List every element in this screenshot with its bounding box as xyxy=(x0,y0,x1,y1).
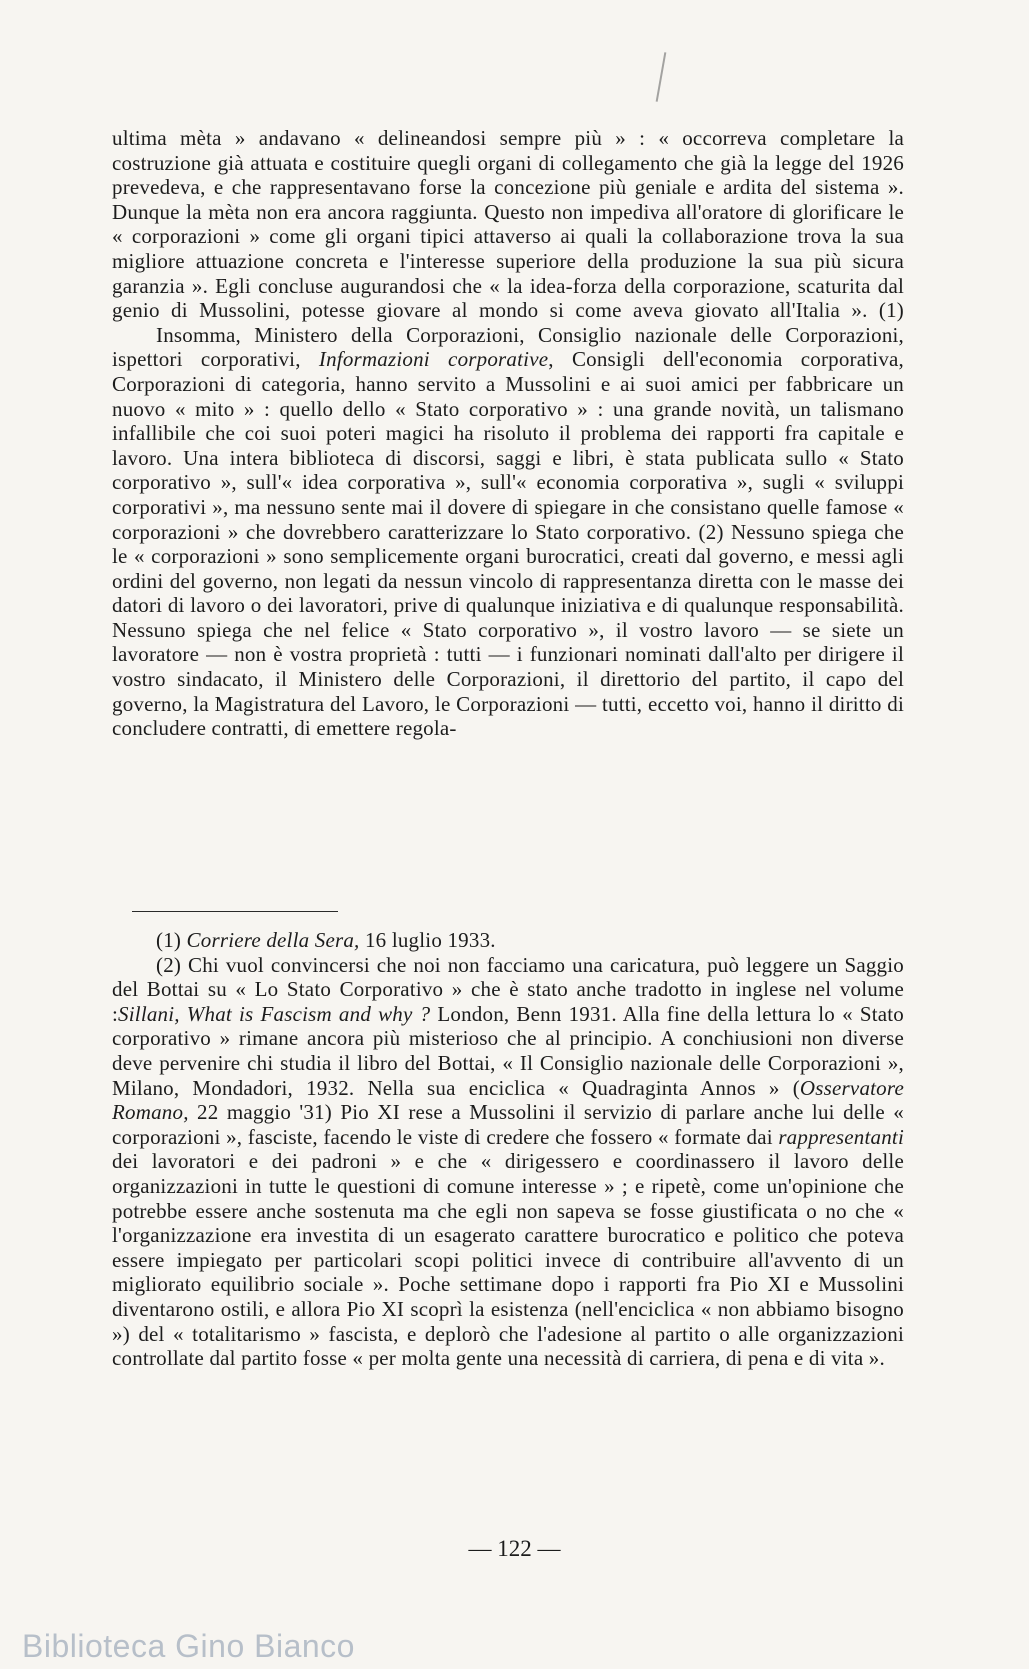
footnote-2-part-d: dei lavoratori e dei padroni » e che « dirigessero e coordinassero il lavoro delle organizzazioni in tutte le questioni di comune interesse » ; e ripetè, come un'opinione che potrebbe essere anche sostenuta ma che egli non sapeva se fosse giustificata o no che « l'organizzazione era investita di un esagerato carattere burocratico e politico che poteva essere impiegato per particolari scopi politici invece di contribuire all'avvento di un migliorato equilibrio sociale ». Poche settimane dopo i rapporti fra Pio XI e Mussolini diventarono ostili, e allora Pio XI scoprì la esistenza (nell'enciclica « non abbiamo bisogno ») del « totalitarismo » fascista, e deplorò che l'adesione al partito o alle organizzazioni controllate dal partito fosse « per molta gente una necessità di carriera, di pena e di vita ». xyxy=(112,1149,904,1371)
pencil-mark xyxy=(656,52,667,102)
footnote-2-italic-word: rappresentanti xyxy=(778,1124,904,1149)
italic-title: Informazioni corporative xyxy=(318,347,549,372)
footnote-2-part-c: 22 maggio '31) Pio XI rese a Mussolini il servizio di parlare anche lui delle « corporazioni », fasciste, facendo le viste di credere che fossero « formate dai xyxy=(112,1100,904,1149)
footnote-2-part-a: Chi vuol convincersi che noi non facciamo una caricatura, può leggere un Saggio del Bottai su « Lo Stato Corporativo » che è stato anche tradotto in inglese nel volume : xyxy=(112,952,904,1026)
main-text xyxy=(112,126,904,741)
footnote-2 xyxy=(112,953,904,1371)
footnote-2-italic-book: Sillani, What is Fascism and why ? xyxy=(118,1001,431,1026)
paragraph-2-start: Insomma, Ministero della Corporazioni, Consiglio nazionale delle Corporazioni, ispettori corporativi, xyxy=(112,322,904,372)
paragraph-2 xyxy=(112,323,904,741)
footnote-2-number: (2) xyxy=(156,952,182,977)
footnote-1-number: (1) xyxy=(156,928,182,952)
paragraph-2-rest: , Consigli dell'economia corporativa, Corporazioni di categoria, hanno servito a Mussolini e ai suoi amici per fabbricare un nuovo « mito » : quello dello « Stato corporativo » : una grande novità, un talismano infallibile che coi suoi poteri magici ha risoluto il problema dei rapporti fra capitale e lavoro. Una intera biblioteca di discorsi, saggi e libri, è stata publicata sullo « Stato corporativo », sull'« idea corporativa », sull'« economia corporativa », sugli « sviluppi corporativi », ma nessuno sente mai il dovere di spiegare in che consistano quelle famose « corporazioni » che dovrebbero caratterizzare lo Stato corporativo. (2) Nessuno spiega che le « corporazioni » sono semplicemente organi burocratici, creati dal governo, e messi agli ordini del governo, non legati da nessun vincolo di rappresentanza diretta con le masse dei datori di lavoro o dei lavoratori, prive di qualunque iniziativa e di qualunque responsabilità. Nessuno spiega che nel felice « Stato corporativo », il vostro lavoro — se siete un lavoratore — non è vostra proprietà : tutti — i funzionari nominati dall'alto per dirigere il vostro sindacato, il Ministero delle Corporazioni, il direttorio del partito, il capo del governo, la Magistratura del Lavoro, le Corporazioni — tutti, eccetto voi, hanno il diritto di concludere contratti, di emettere regola- xyxy=(112,347,904,741)
paragraph-1: ultima mèta » andavano « delineandosi sempre più » : « occorreva completare la costruzione già attuata e costituire quegli organi di collegamento che già la legge del 1926 prevedeva, e che rappresentavano forse la concezione più geniale e ardita del sistema ». Dunque la mèta non era ancora raggiunta. Questo non impediva all'oratore di glorificare le « corporazioni » come gli organi tipici attaverso ai quali la collaborazione trova la sua migliore attuazione concreta e l'interesse superiore della produzione la sua più sicura garanzia ». Egli concluse augurandosi che « la idea-forza della corporazione, scaturita dal genio di Mussolini, potesse giovare al mondo si come aveva giovato all'Italia ». (1) xyxy=(112,126,904,323)
footnote-divider xyxy=(132,911,338,912)
footnote-1 xyxy=(112,928,904,953)
footnote-1-date: 16 luglio 1933. xyxy=(359,928,496,952)
footnote-2-italic-newspaper: Osservatore Romano, xyxy=(112,1075,904,1125)
library-watermark: Biblioteca Gino Bianco xyxy=(22,1628,355,1664)
footnotes xyxy=(112,928,904,1371)
page-number: — 122 — xyxy=(468,1536,561,1561)
footnote-1-source: Corriere della Sera, xyxy=(186,928,360,952)
footnote-2-part-b: London, Benn 1931. Alla fine della lettura lo « Stato corporativo » rimane ancora più misterioso che al principio. A conchiusioni non diverse deve pervenire chi studia il libro del Bottai, « Il Consiglio nazionale delle Corporazioni », Milano, Mondadori, 1932. Nella sua enciclica « Quadraginta Annos » ( xyxy=(112,1001,905,1100)
